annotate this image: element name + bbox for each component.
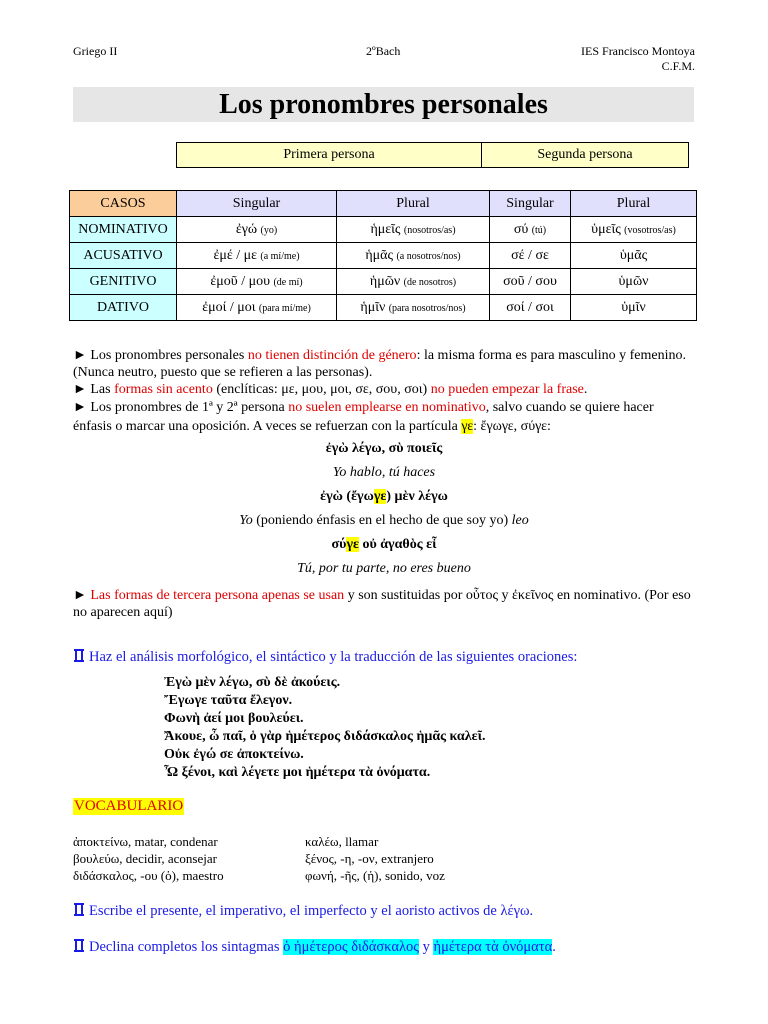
table-cell: σοῦ / σου — [490, 269, 571, 295]
sentence: Ἔγωγε ταῦτα ἔλεγον. — [164, 693, 293, 708]
example-3: σύγε οὐ ἀγαθὸς εἶ — [331, 537, 437, 552]
casos-header: CASOS — [70, 191, 177, 217]
vocab-entry: βουλεύω, decidir, aconsejar — [73, 851, 217, 866]
table-cell: ὑμεῖς (vosotros/as) — [571, 217, 697, 243]
table-row — [70, 269, 697, 295]
example-3-translation: Tú, por tu parte, no eres bueno — [297, 561, 471, 576]
case-label: DATIVO — [70, 295, 177, 321]
case-label: ACUSATIVO — [70, 243, 177, 269]
exercise-instruction: Haz el análisis morfológico, el sintáctico y la traducción de las siguientes oraciones: — [73, 648, 695, 666]
col-header: Plural — [337, 191, 490, 217]
task-decline: Declina completos los sintagmas ὁ ἡμέτερος διδάσκαλος y ἡμέτερα τὰ ὀνόματα. — [73, 938, 556, 956]
case-label: NOMINATIVO — [70, 217, 177, 243]
case-label: GENITIVO — [70, 269, 177, 295]
first-person-header: Primera persona — [177, 143, 482, 168]
sentence: Ἄκουε, ὦ παῖ, ὁ γὰρ ἡμέτερος διδάσκαλος ἡμᾶς καλεῖ. — [164, 729, 486, 744]
task-conjugate: Escribe el presente, el imperativo, el imperfecto y el aoristo activos de λέγω. — [73, 902, 533, 920]
sentence: Ἐγὼ μὲν λέγω, σὺ δὲ ἀκούεις. — [164, 675, 341, 690]
column-icon — [73, 902, 85, 916]
table-cell: σοί / σοι — [490, 295, 571, 321]
vocab-entry: ἀποκτείνω, matar, condenar — [73, 834, 218, 849]
persona-header-table — [176, 142, 689, 168]
vocab-entry: διδάσκαλος, -ου (ὁ), maestro — [73, 868, 224, 883]
vocab-entry: καλέω, llamar — [305, 834, 379, 849]
table-cell: ἡμῖν (para nosotros/nos) — [337, 295, 490, 321]
note-enclitics: ► Las formas sin acento (enclíticas: με, μου, μοι, σε, σου, σοι) no pueden empezar la frase. — [73, 382, 588, 397]
vocabulary-title: VOCABULARIO — [74, 798, 184, 814]
second-person-header: Segunda persona — [482, 143, 689, 168]
column-icon — [73, 938, 85, 952]
header-course: Griego II — [73, 44, 118, 58]
header-school-name: IES Francisco Montoya — [581, 44, 695, 58]
header-level: 2ºBach — [366, 44, 401, 58]
header-author: C.F.M. — [661, 59, 695, 73]
table-cell: ὑμῶν — [571, 269, 697, 295]
table-cell: ὑμᾶς — [571, 243, 697, 269]
table-cell: ἡμῶν (de nosotros) — [337, 269, 490, 295]
note-third-person: ► Las formas de tercera persona apenas se usan y son sustituidas por οὗτος y ἐκεῖνος en nominativo. (Por eso no aparecen aquí) — [73, 588, 691, 620]
table-row — [70, 217, 697, 243]
col-header: Singular — [490, 191, 571, 217]
pronoun-table — [69, 190, 697, 321]
table-cell: ἐμοῦ / μου (de mí) — [177, 269, 337, 295]
table-cell: ὑμῖν — [571, 295, 697, 321]
table-row — [70, 295, 697, 321]
table-cell: ἐμοί / μοι (para mí/me) — [177, 295, 337, 321]
table-cell: ἐγώ (yo) — [177, 217, 337, 243]
note-nominative: ► Los pronombres de 1ª y 2ª persona no suelen emplearse en nominativo, salvo cuando se quiere hacer énfasis o marcar una oposición. A veces se refuerzan con la partícula γε: ἔγωγε, σύγε: — [73, 400, 654, 434]
col-header: Singular — [177, 191, 337, 217]
note-gender: ► Los pronombres personales no tienen distinción de género: la misma forma es para masculino y femenino. (Nunca neutro, puesto que se refieren a las personas). — [73, 348, 686, 380]
page-title: Los pronombres personales — [73, 87, 694, 122]
header-school — [581, 44, 695, 74]
example-2: ἐγὼ (ἔγωγε) μὲν λέγω — [320, 489, 448, 504]
vocabulary-left-column — [73, 833, 224, 884]
column-icon — [73, 648, 85, 662]
table-cell: ἐμέ / με (a mí/me) — [177, 243, 337, 269]
example-2-translation: Yo (poniendo énfasis en el hecho de que soy yo) leo — [239, 513, 529, 528]
table-cell: ἡμᾶς (a nosotros/nos) — [337, 243, 490, 269]
table-header-row — [70, 191, 697, 217]
vocab-entry: ξένος, -η, -ον, extranjero — [305, 851, 434, 866]
col-header: Plural — [571, 191, 697, 217]
example-1-translation: Yo hablo, tú haces — [332, 465, 436, 480]
sentence: Οὐκ ἐγώ σε ἀποκτείνω. — [164, 747, 304, 762]
table-row — [70, 243, 697, 269]
table-cell: ἡμεῖς (nosotros/as) — [337, 217, 490, 243]
example-1: ἐγὼ λέγω, σὺ ποιεῖς — [325, 441, 443, 456]
table-cell: σύ (tú) — [490, 217, 571, 243]
table-cell: σέ / σε — [490, 243, 571, 269]
sentence: Φωνὴ ἀεί μοι βουλεύει. — [164, 711, 304, 726]
vocabulary-right-column — [305, 833, 445, 884]
vocab-entry: φωνή, -ῆς, (ἡ), sonido, voz — [305, 868, 445, 883]
sentence: Ὦ ξένοι, καὶ λέγετε μοι ἡμέτερα τὰ ὀνόματα. — [164, 765, 431, 780]
